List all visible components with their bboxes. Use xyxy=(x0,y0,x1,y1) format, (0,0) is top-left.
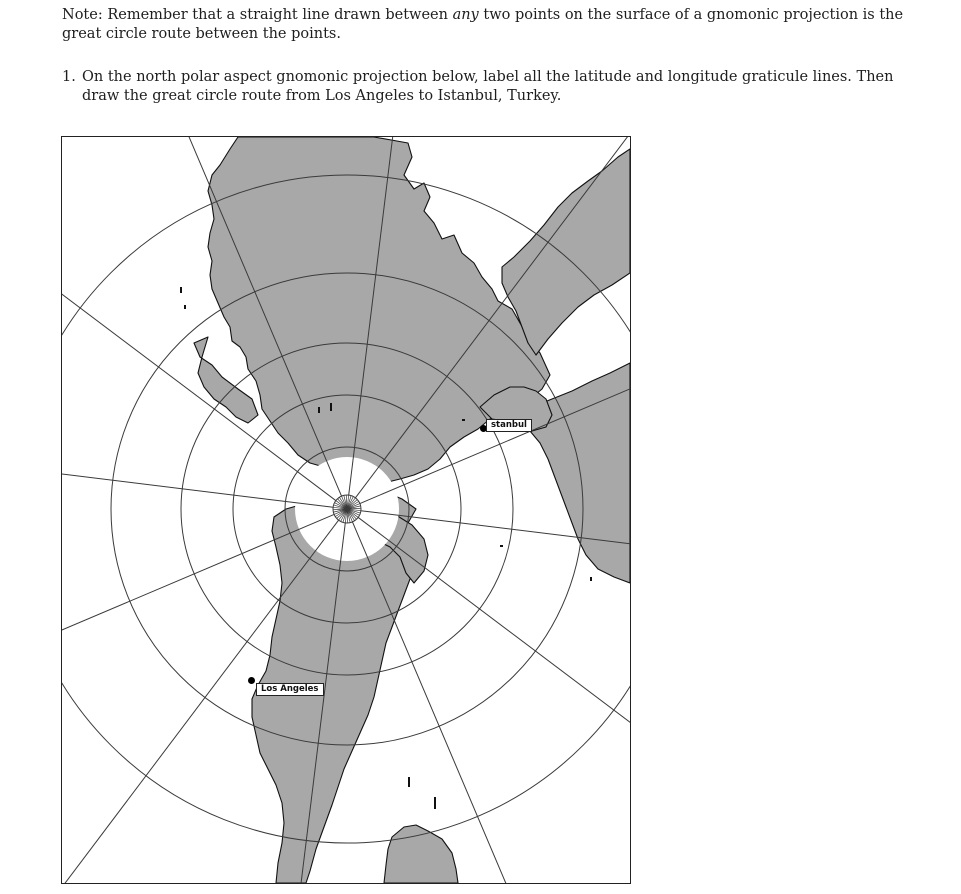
coast-speck xyxy=(330,403,332,411)
note-paragraph xyxy=(62,6,922,44)
question-text: On the north polar aspect gnomonic projection below, label all the latitude and longitude graticule lines. Then draw the great circle route from Los Angeles to Istanbul, Turkey. xyxy=(82,69,894,104)
coast-speck xyxy=(318,407,320,413)
land-masses xyxy=(194,137,630,883)
coast-speck xyxy=(500,545,503,547)
landmass-south-america xyxy=(384,825,458,883)
los-angeles-marker-dot xyxy=(248,677,255,684)
coast-speck xyxy=(180,287,182,293)
note-prefix: Note: Remember that a straight line drawn between xyxy=(62,7,453,23)
gnomonic-map-svg xyxy=(62,137,630,883)
question-number: 1. xyxy=(62,69,76,85)
note-suffix: two points on the surface of a gnomonic projection is the great circle route between the points. xyxy=(62,7,904,42)
landmass-scandinavia xyxy=(502,149,630,355)
coast-speck xyxy=(590,577,592,581)
los-angeles-label: Los Angeles xyxy=(256,683,324,696)
coast-speck xyxy=(408,777,410,787)
istanbul-label: stanbul xyxy=(486,419,532,432)
gnomonic-map xyxy=(61,136,631,884)
question-1 xyxy=(62,68,922,106)
coast-speck xyxy=(434,797,436,809)
note-emphasis: any xyxy=(452,7,479,23)
coast-speck xyxy=(462,419,465,421)
coast-speck xyxy=(184,305,186,309)
